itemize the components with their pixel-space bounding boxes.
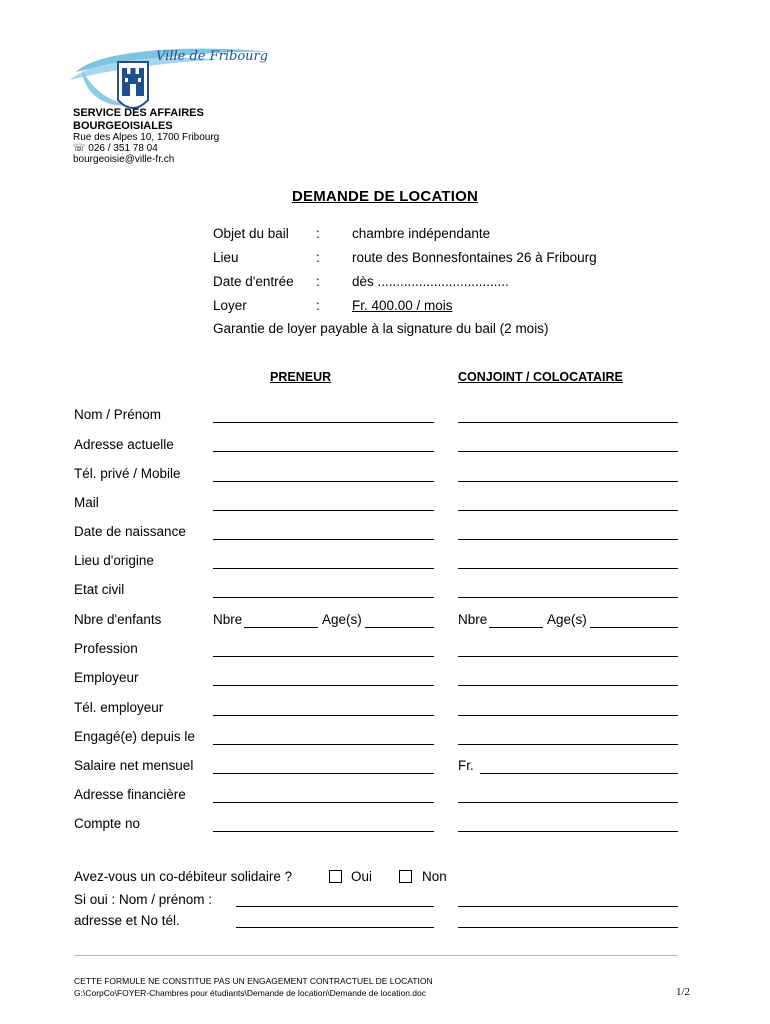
field-codebtor-address-conjoint[interactable] <box>458 927 678 928</box>
field-conjoint-profession[interactable] <box>458 656 678 657</box>
codebtor-yes-label: Oui <box>351 869 373 884</box>
field-preneur-children-ages[interactable] <box>365 627 434 628</box>
field-preneur-children-count[interactable] <box>244 627 318 628</box>
field-conjoint-employer[interactable] <box>458 685 678 686</box>
page-number: 1/2 <box>676 986 691 998</box>
field-preneur-financial-address[interactable] <box>213 802 434 803</box>
field-codebtor-name-preneur[interactable] <box>236 906 434 907</box>
field-conjoint-address[interactable] <box>458 451 678 452</box>
org-phone-number: 026 / 351 78 04 <box>88 143 158 154</box>
city-logo <box>68 40 278 116</box>
field-conjoint-children-ages[interactable] <box>590 627 678 628</box>
row-label-salary: Salaire net mensuel <box>74 758 194 773</box>
info-value-place: route des Bonnesfontaines 26 à Fribourg <box>352 250 597 265</box>
org-address: Rue des Alpes 10, 1700 Fribourg <box>73 132 220 143</box>
info-label-start-date: Date d'entrée <box>213 274 294 289</box>
conjoint-children-ages-label: Age(s) <box>547 612 587 627</box>
row-label-employer: Employeur <box>74 670 139 685</box>
field-conjoint-origin[interactable] <box>458 568 678 569</box>
field-preneur-name[interactable] <box>213 422 434 423</box>
field-preneur-employed-since[interactable] <box>213 744 434 745</box>
org-email: bourgeoisie@ville-fr.ch <box>73 154 175 165</box>
field-conjoint-civil-status[interactable] <box>458 597 678 598</box>
org-name-line1: SERVICE DES AFFAIRES <box>73 107 204 119</box>
field-conjoint-financial-address[interactable] <box>458 802 678 803</box>
row-label-origin: Lieu d'origine <box>74 553 154 568</box>
field-preneur-employer-phone[interactable] <box>213 715 434 716</box>
field-conjoint-employer-phone[interactable] <box>458 715 678 716</box>
info-value-object: chambre indépendante <box>352 226 491 241</box>
conjoint-children-count-label: Nbre <box>458 612 488 627</box>
row-label-phone: Tél. privé / Mobile <box>74 466 181 481</box>
footer-disclaimer: CETTE FORMULE NE CONSTITUE PAS UN ENGAGEMENT CONTRACTUEL DE LOCATION <box>74 976 433 986</box>
field-conjoint-account[interactable] <box>458 831 678 832</box>
field-preneur-birthdate[interactable] <box>213 539 434 540</box>
row-label-employer-phone: Tél. employeur <box>74 700 164 715</box>
field-conjoint-birthdate[interactable] <box>458 539 678 540</box>
field-preneur-civil-status[interactable] <box>213 597 434 598</box>
column-header-conjoint: CONJOINT / COLOCATAIRE <box>458 370 623 384</box>
footer-divider <box>74 955 678 956</box>
info-value-rent: Fr. 400.00 / mois <box>352 298 453 313</box>
guarantee-note: Garantie de loyer payable à la signature du bail (2 mois) <box>213 321 549 336</box>
conjoint-salary-prefix: Fr. <box>458 758 474 773</box>
codebtor-name-label: Si oui : Nom / prénom : <box>74 892 213 907</box>
codebtor-address-label: adresse et No tél. <box>74 913 180 928</box>
field-conjoint-name[interactable] <box>458 422 678 423</box>
info-value-start-date[interactable]: dès ................................... <box>352 274 509 289</box>
field-conjoint-phone[interactable] <box>458 481 678 482</box>
org-name <box>73 107 204 133</box>
row-label-financial-address: Adresse financière <box>74 787 186 802</box>
field-preneur-profession[interactable] <box>213 656 434 657</box>
codebtor-yes-checkbox[interactable] <box>329 870 342 883</box>
field-conjoint-salary[interactable] <box>480 773 678 774</box>
field-preneur-salary[interactable] <box>213 773 434 774</box>
field-conjoint-children-count[interactable] <box>489 627 543 628</box>
field-codebtor-name-conjoint[interactable] <box>458 906 678 907</box>
field-conjoint-mail[interactable] <box>458 510 678 511</box>
field-preneur-mail[interactable] <box>213 510 434 511</box>
info-colon-place: : <box>316 250 320 265</box>
row-label-account: Compte no <box>74 816 141 831</box>
column-header-preneur: PRENEUR <box>270 370 332 384</box>
row-label-profession: Profession <box>74 641 138 656</box>
field-preneur-employer[interactable] <box>213 685 434 686</box>
field-preneur-address[interactable] <box>213 451 434 452</box>
row-label-civil-status: Etat civil <box>74 582 125 597</box>
row-label-address: Adresse actuelle <box>74 437 174 452</box>
codebtor-no-label: Non <box>422 869 447 884</box>
codebtor-question: Avez-vous un co-débiteur solidaire ? <box>74 869 293 884</box>
page-title: DEMANDE DE LOCATION <box>291 188 479 205</box>
preneur-children-ages-label: Age(s) <box>322 612 362 627</box>
preneur-children-count-label: Nbre <box>213 612 243 627</box>
field-preneur-account[interactable] <box>213 831 434 832</box>
row-label-birthdate: Date de naissance <box>74 524 186 539</box>
codebtor-no-checkbox[interactable] <box>399 870 412 883</box>
row-label-children: Nbre d'enfants <box>74 612 162 627</box>
logo-text: Ville de Fribourg <box>156 49 269 64</box>
field-preneur-phone[interactable] <box>213 481 434 482</box>
footer-file-path: G:\CorpCo\FOYER-Chambres pour étudiants\Demande de location\Demande de location.doc <box>74 988 426 998</box>
field-conjoint-employed-since[interactable] <box>458 744 678 745</box>
row-label-name: Nom / Prénom <box>74 407 162 422</box>
field-preneur-origin[interactable] <box>213 568 434 569</box>
info-colon-rent: : <box>316 298 320 313</box>
info-label-place: Lieu <box>213 250 239 265</box>
field-codebtor-address-preneur[interactable] <box>236 927 434 928</box>
telephone-icon: ☏ <box>73 143 86 154</box>
row-label-employed-since: Engagé(e) depuis le <box>74 729 195 744</box>
row-label-mail: Mail <box>74 495 99 510</box>
info-colon-object: : <box>316 226 320 241</box>
info-label-rent: Loyer <box>213 298 247 313</box>
org-name-line2: BOURGEOISIALES <box>73 120 173 132</box>
info-colon-start-date: : <box>316 274 320 289</box>
info-label-object: Objet du bail <box>213 226 289 241</box>
